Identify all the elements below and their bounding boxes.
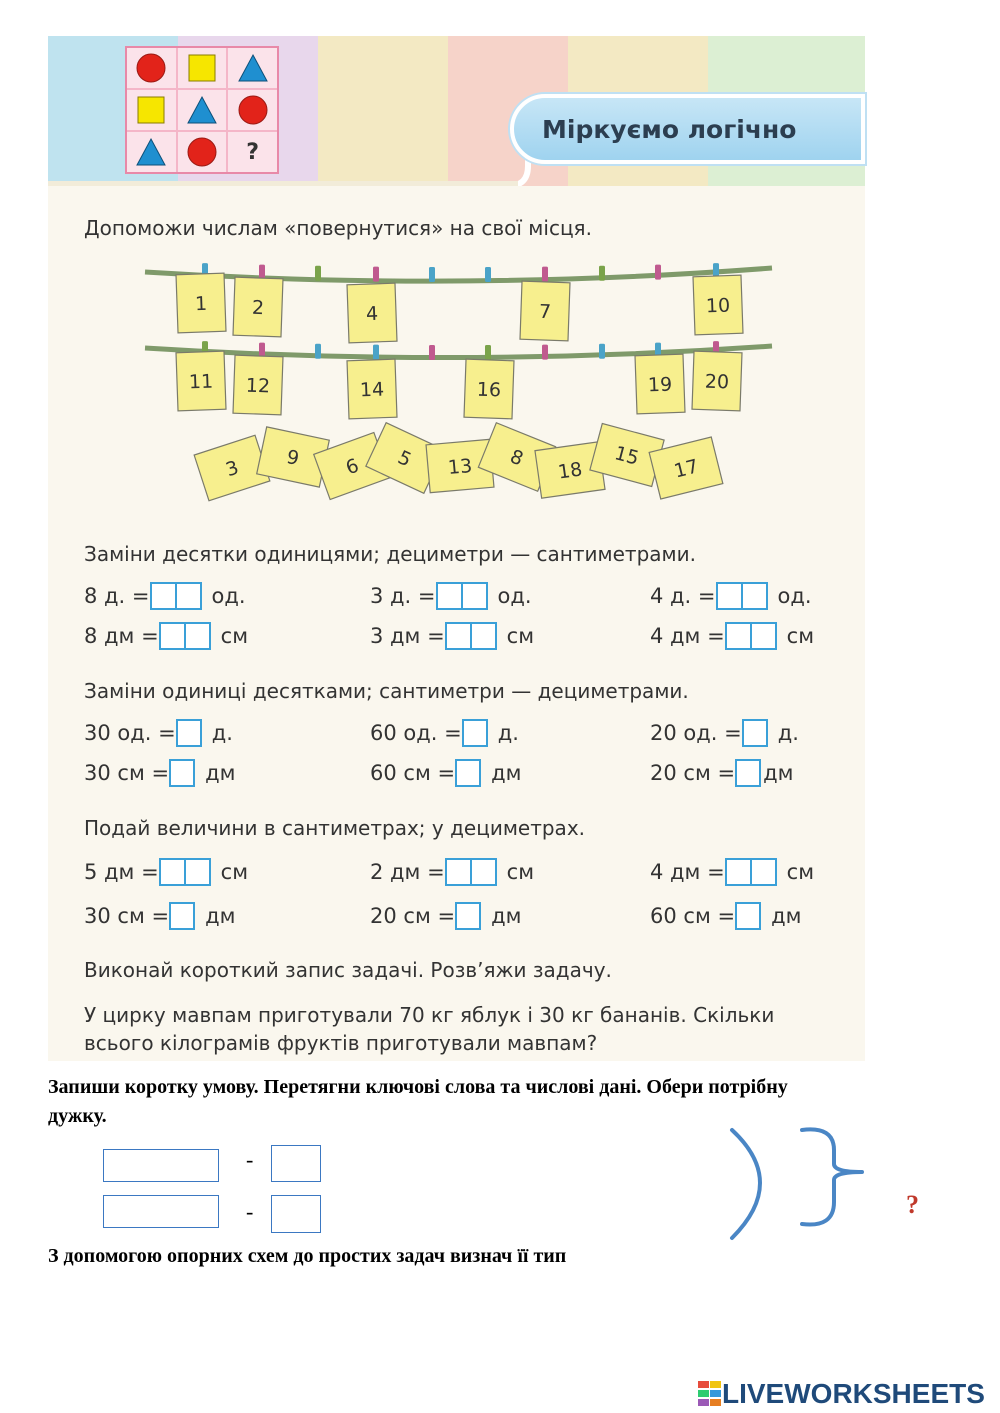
clothespin-icon xyxy=(315,266,321,281)
number-card xyxy=(692,351,742,411)
exercise-lhs: 20 од. = xyxy=(650,721,742,745)
answer-box-two-digit[interactable] xyxy=(445,858,497,886)
logo-mark-icon xyxy=(698,1381,722,1407)
exercise-unit: см xyxy=(220,624,249,648)
exercise-lhs: 30 од. = xyxy=(84,721,176,745)
card-number: 8 xyxy=(506,445,527,471)
number-card xyxy=(176,273,226,333)
answer-box-two-digit[interactable] xyxy=(725,858,777,886)
exercise-unit: дм xyxy=(491,904,522,928)
exercise-item xyxy=(84,719,233,747)
drop-zone-number-2[interactable] xyxy=(271,1195,321,1233)
instruction-line2: дужку. xyxy=(48,1105,107,1127)
number-card xyxy=(693,275,743,335)
exercise-lhs: 30 см = xyxy=(84,904,170,928)
number-card xyxy=(464,359,514,419)
exercise-item xyxy=(650,858,814,886)
exercise-item xyxy=(84,902,235,930)
exercise-item xyxy=(650,622,814,650)
exercise-lhs: 60 см = xyxy=(650,904,736,928)
exercise-lhs: 8 дм = xyxy=(84,624,159,648)
dash-1: - xyxy=(246,1147,254,1172)
exercise-unit: д. xyxy=(211,721,233,745)
clothespin-icon xyxy=(429,345,435,360)
answer-box[interactable] xyxy=(169,902,195,930)
answer-box[interactable] xyxy=(169,759,195,787)
answer-box[interactable] xyxy=(735,759,761,787)
exercise-unit: дм xyxy=(205,904,236,928)
drop-zone-keyword-2[interactable] xyxy=(103,1195,219,1228)
number-card xyxy=(233,355,283,415)
exercise-item xyxy=(650,902,801,930)
card-number: 12 xyxy=(245,374,271,398)
exercise-item xyxy=(84,759,235,787)
exercise-unit: см xyxy=(506,860,535,884)
instruction-line3: З допомогою опорних схем до простих задач визнач її тип xyxy=(48,1245,567,1267)
card-number: 11 xyxy=(188,370,214,394)
exercise-item xyxy=(370,759,521,787)
exercise-unit: дм xyxy=(205,761,236,785)
liveworksheets-logo xyxy=(698,1378,985,1410)
card-number: 13 xyxy=(447,454,474,480)
exercise-lhs: 3 д. = xyxy=(370,584,436,608)
exercise-unit: см xyxy=(786,860,815,884)
card-number: 17 xyxy=(671,455,701,483)
drop-zone-keyword-1[interactable] xyxy=(103,1149,219,1182)
exercise-unit: дм xyxy=(763,761,794,785)
exercise-unit: дм xyxy=(771,904,802,928)
clothespin-icon xyxy=(599,344,605,359)
exercise-unit: д. xyxy=(497,721,519,745)
clothespin-icon xyxy=(485,345,491,360)
exercise-unit: дм xyxy=(491,761,522,785)
exercise-item xyxy=(84,858,248,886)
exercise-lhs: 3 дм = xyxy=(370,624,445,648)
card-number: 9 xyxy=(284,445,301,470)
exercise-unit: од. xyxy=(497,584,532,608)
number-card xyxy=(347,359,397,419)
exercise-lhs: 5 дм = xyxy=(84,860,159,884)
number-card xyxy=(520,281,570,341)
clothespin-icon xyxy=(373,267,379,282)
drop-zone-number-1[interactable] xyxy=(271,1145,321,1182)
number-card xyxy=(233,277,283,337)
number-card xyxy=(347,283,397,343)
clothespin-icon xyxy=(259,343,265,358)
exercise-item xyxy=(370,858,534,886)
dash-2: - xyxy=(246,1199,254,1224)
card-number: 3 xyxy=(223,456,242,482)
exercise-unit: од. xyxy=(211,584,246,608)
clothespin-icon xyxy=(429,267,435,282)
exercise-item xyxy=(650,719,799,747)
answer-box-two-digit[interactable] xyxy=(716,582,768,610)
task4-text: Подай величини в сантиметрах; у дециметрах. xyxy=(84,816,586,840)
card-number: 20 xyxy=(704,370,730,394)
answer-box-two-digit[interactable] xyxy=(159,622,211,650)
clothespin-icon xyxy=(259,265,265,280)
instruction-line1: Запиши коротку умову. Перетягни ключові слова та числові дані. Обери потрібну xyxy=(48,1076,788,1098)
exercise-unit: од. xyxy=(777,584,812,608)
number-card xyxy=(176,351,226,411)
exercise-item xyxy=(370,622,534,650)
exercise-unit: см xyxy=(506,624,535,648)
card-number: 10 xyxy=(705,294,731,318)
exercise-unit: д. xyxy=(777,721,799,745)
exercise-lhs: 20 см = xyxy=(370,904,456,928)
question-mark: ? xyxy=(246,139,260,165)
card-number: 15 xyxy=(612,442,642,470)
number-card xyxy=(635,354,685,414)
answer-box-two-digit[interactable] xyxy=(725,622,777,650)
answer-box[interactable] xyxy=(735,902,761,930)
task5-text: Виконай короткий запис задачі. Розв’яжи задачу. xyxy=(84,958,612,982)
answer-box[interactable] xyxy=(462,719,488,747)
card-number: 4 xyxy=(365,302,379,326)
exercise-lhs: 20 см = xyxy=(650,761,736,785)
answer-box[interactable] xyxy=(455,902,481,930)
exercise-lhs: 30 см = xyxy=(84,761,170,785)
exercise-lhs: 4 дм = xyxy=(650,624,725,648)
clothespin-icon xyxy=(485,267,491,282)
clothespin-icon xyxy=(315,344,321,359)
curly-bracket-option[interactable] xyxy=(802,1129,862,1224)
exercise-lhs: 2 дм = xyxy=(370,860,445,884)
card-number: 2 xyxy=(251,296,265,320)
clothespin-icon xyxy=(373,345,379,360)
exercise-item xyxy=(650,759,793,787)
answer-box-two-digit[interactable] xyxy=(159,858,211,886)
number-cards-illustration xyxy=(0,0,1000,520)
clothespin-icon xyxy=(542,345,548,360)
word-problem-line2: всього кілограмів фруктів приготували мавпам? xyxy=(84,1031,598,1055)
answer-box[interactable] xyxy=(455,759,481,787)
page-title: Міркуємо логічно xyxy=(542,114,797,144)
exercise-lhs: 60 од. = xyxy=(370,721,462,745)
exercise-lhs: 8 д. = xyxy=(84,584,150,608)
answer-box-two-digit[interactable] xyxy=(445,622,497,650)
exercise-lhs: 4 дм = xyxy=(650,860,725,884)
card-number: 5 xyxy=(394,446,415,472)
answer-box-two-digit[interactable] xyxy=(436,582,488,610)
card-number: 6 xyxy=(342,454,362,480)
card-number: 16 xyxy=(476,378,502,402)
exercise-item xyxy=(370,719,519,747)
clothespin-icon xyxy=(542,267,548,282)
card-number: 18 xyxy=(556,458,584,484)
exercise-lhs: 60 см = xyxy=(370,761,456,785)
task3-text: Заміни одиниці десятками; сантиметри — дециметрами. xyxy=(84,679,689,703)
clothespin-icon xyxy=(599,266,605,281)
bracket-options xyxy=(720,1120,880,1245)
exercise-unit: см xyxy=(786,624,815,648)
card-number: 7 xyxy=(538,300,552,324)
exercise-item xyxy=(84,622,248,650)
exercise-item xyxy=(650,582,812,610)
question-mark: ? xyxy=(906,1190,919,1219)
logo-text: LIVEWORKSHEETS xyxy=(722,1378,985,1409)
answer-box[interactable] xyxy=(176,719,202,747)
exercise-lhs: 4 д. = xyxy=(650,584,716,608)
card-number: 14 xyxy=(359,378,385,402)
task2-text: Заміни десятки одиницями; дециметри — сантиметрами. xyxy=(84,542,696,566)
exercise-item xyxy=(84,582,246,610)
card-number: 1 xyxy=(194,292,208,316)
round-bracket-option[interactable] xyxy=(732,1130,760,1238)
exercise-item xyxy=(370,902,521,930)
answer-box-two-digit[interactable] xyxy=(150,582,202,610)
card-number: 19 xyxy=(647,373,673,397)
task1-text: Допоможи числам «повернутися» на свої місця. xyxy=(84,216,592,240)
word-problem-line1: У цирку мавпам приготували 70 кг яблук і 30 кг бананів. Скільки xyxy=(84,1003,775,1027)
exercise-unit: см xyxy=(220,860,249,884)
clothespin-icon xyxy=(655,265,661,280)
exercise-item xyxy=(370,582,532,610)
answer-box[interactable] xyxy=(742,719,768,747)
